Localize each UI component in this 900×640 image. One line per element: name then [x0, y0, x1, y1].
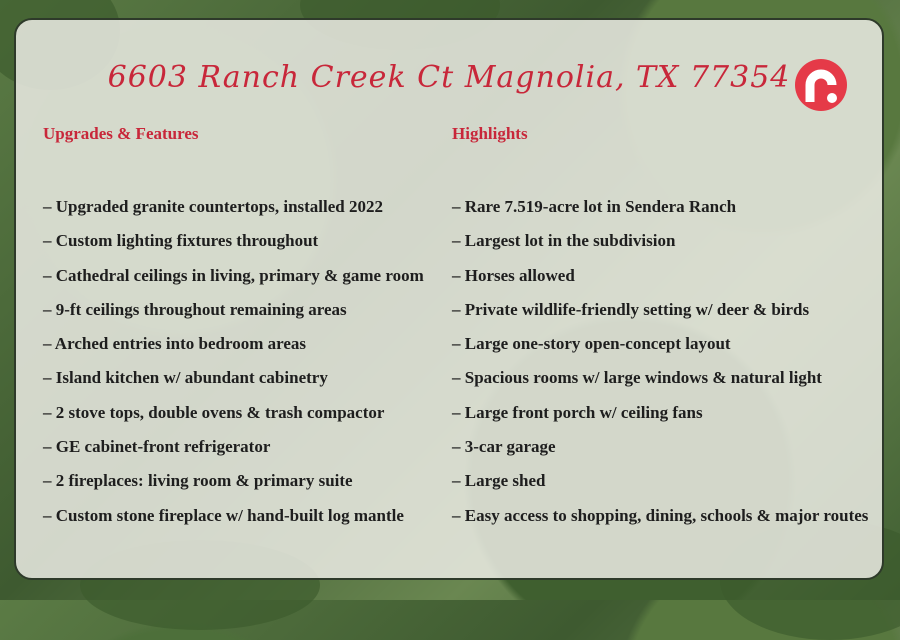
upgrades-heading: Upgrades & Features [43, 124, 199, 143]
highlights-heading: Highlights [452, 124, 528, 143]
list-item: – 3-car garage [452, 437, 556, 457]
list-item: – Largest lot in the subdivision [452, 231, 676, 251]
list-item: – Large shed [452, 471, 546, 491]
list-item: – 9-ft ceilings throughout remaining areas [43, 299, 347, 319]
list-item: – Large one-story open-concept layout [452, 334, 731, 354]
list-item: – Spacious rooms w/ large windows & natural light [452, 368, 822, 388]
list-item: – Private wildlife-friendly setting w/ deer & birds [452, 299, 810, 319]
info-panel [14, 18, 884, 580]
list-item: – Custom stone fireplace w/ hand-built log mantle [43, 505, 404, 525]
list-item: – Easy access to shopping, dining, schools & major routes [452, 505, 869, 525]
list-item: – Upgraded granite countertops, installed 2022 [43, 197, 383, 216]
highlights-column [452, 124, 872, 533]
list-item: – Horses allowed [452, 265, 575, 285]
upgrades-list [43, 190, 443, 533]
list-item: – 2 fireplaces: living room & primary suite [43, 471, 353, 491]
highlights-list [452, 190, 872, 533]
list-item: – Custom lighting fixtures throughout [43, 231, 319, 251]
list-item: – 2 stove tops, double ovens & trash compactor [43, 402, 385, 422]
list-item: – Cathedral ceilings in living, primary & game room [43, 265, 424, 285]
list-item: – Large front porch w/ ceiling fans [452, 402, 703, 422]
upgrades-column [43, 124, 443, 533]
list-item: – Island kitchen w/ abundant cabinetry [43, 368, 328, 388]
list-item: – GE cabinet-front refrigerator [43, 437, 271, 457]
page-title: 6603 Ranch Creek Ct Magnolia, TX 77354 [107, 60, 791, 95]
list-item: – Rare 7.519-acre lot in Sendera Ranch [452, 197, 737, 216]
brand-logo-icon [794, 58, 848, 112]
list-item: – Arched entries into bedroom areas [43, 334, 307, 354]
